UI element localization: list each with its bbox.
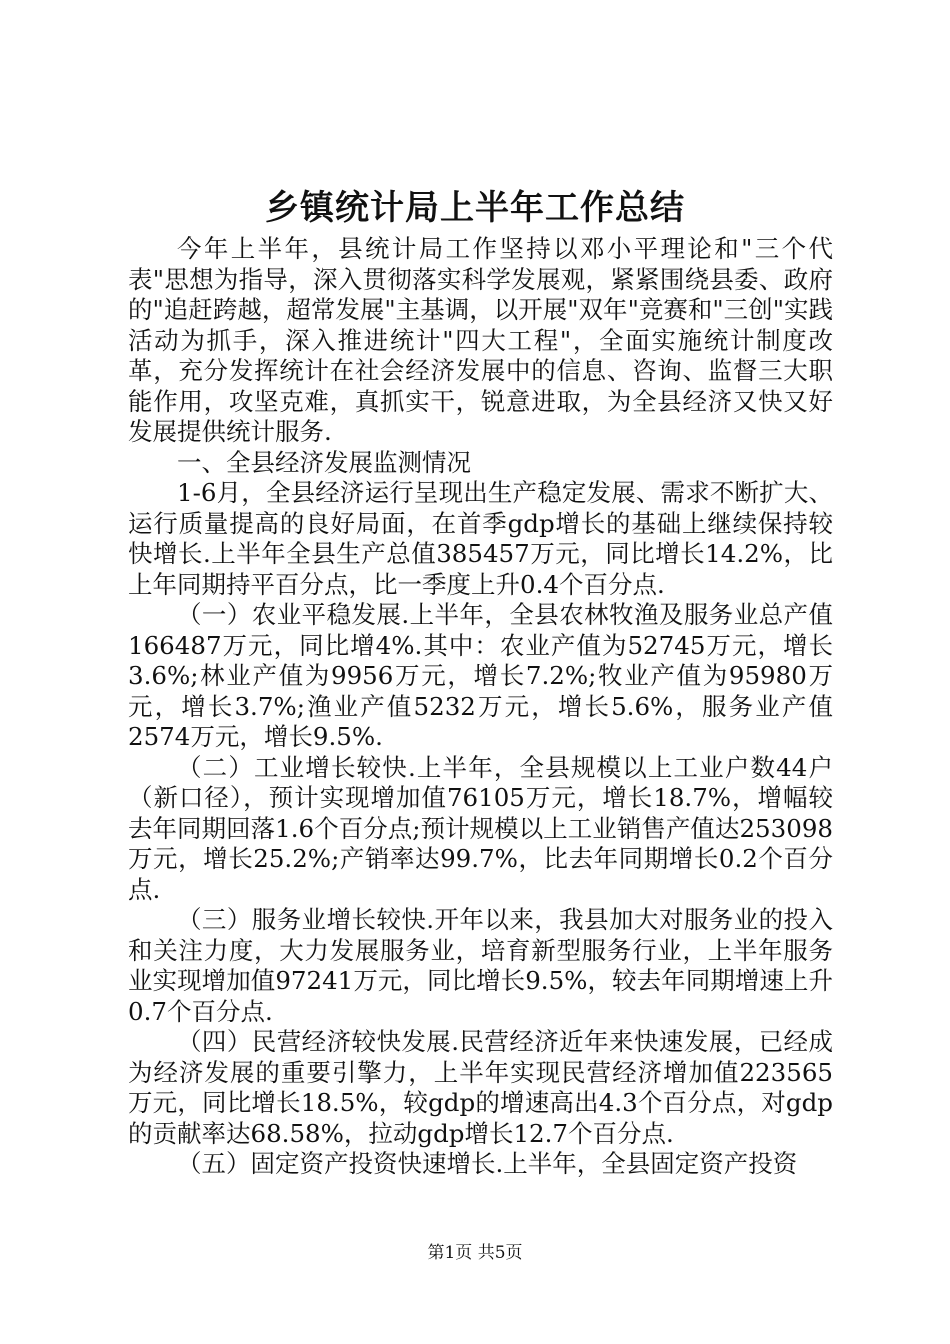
section-heading: 一、全县经济发展监测情况 bbox=[177, 447, 471, 477]
page-footer: 第1页 共5页 bbox=[427, 1243, 523, 1263]
page-title: 乡镇统计局上半年工作总结 bbox=[265, 188, 685, 228]
document-body bbox=[128, 234, 833, 1180]
overview-paragraph: 1-6月，全县经济运行呈现出生产稳定发展、需求不断扩大、运行质量提高的良好局面，在首季gdp增长的基础上继续保持较快增长.上半年全县生产总值385457万元，同比增长14.2%，比上年同期持平百分点，比一季度上升0.4个百分点. bbox=[128, 478, 833, 599]
industry-paragraph: （二）工业增长较快.上半年，全县规模以上工业户数44户（新口径），预计实现增加值76105万元，增长18.7%，增幅较去年同期回落1.6个百分点;预计规模以上工业销售产值达253098万元，增长25.2%;产销率达99.7%，比去年同期增长0.2个百分点. bbox=[128, 752, 833, 904]
intro-paragraph: 今年上半年，县统计局工作坚持以邓小平理论和"三个代表"思想为指导，深入贯彻落实科学发展观，紧紧围绕县委、政府的"追赶跨越，超常发展"主基调，以开展"双年"竞赛和"三创"实践活动为抓手，深入推进统计"四大工程"，全面实施统计制度改革，充分发挥统计在社会经济发展中的信息、咨询、监督三大职能作用，攻坚克难，真抓实干，锐意进取，为全县经济又快又好发展提供统计服务. bbox=[128, 234, 833, 446]
private-economy-paragraph: （四）民营经济较快发展.民营经济近年来快速发展，已经成为经济发展的重要引擎力，上半年实现民营经济增加值223565万元，同比增长18.5%，较gdp的增速高出4.3个百分点，对gdp的贡献率达68.58%，拉动gdp增长12.7个百分点. bbox=[128, 1027, 833, 1148]
agriculture-paragraph: （一）农业平稳发展.上半年，全县农林牧渔及服务业总产值166487万元，同比增4%.其中：农业产值为52745万元，增长3.6%;林业产值为9956万元，增长7.2%;牧业产值为95980万元，增长3.7%;渔业产值5232万元，增长5.6%，服务业产值2574万元，增长9.5%. bbox=[128, 600, 833, 751]
services-paragraph: （三）服务业增长较快.开年以来，我县加大对服务业的投入和关注力度，大力发展服务业，培育新型服务行业，上半年服务业实现增加值97241万元，同比增长9.5%，较去年同期增速上升0.7个百分点. bbox=[128, 905, 833, 1026]
investment-paragraph: （五）固定资产投资快速增长.上半年，全县固定资产投资 bbox=[177, 1149, 798, 1178]
